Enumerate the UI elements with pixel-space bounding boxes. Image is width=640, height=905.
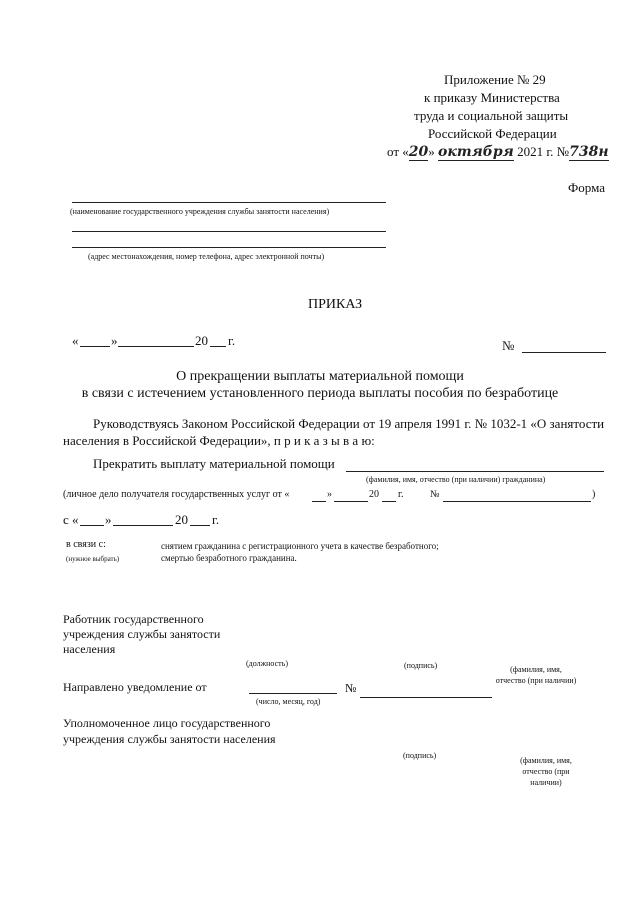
preamble-line-2: населения в Российской Федерации», п р и к а з ы в а ю: [63, 433, 375, 448]
address-caption: (адрес местонахождения, номер телефона, адрес электронной почты) [88, 252, 325, 261]
address-line-1 [72, 231, 386, 232]
reason-hint: (нужное выбрать) [66, 555, 120, 563]
from-prefix: с « [63, 512, 79, 527]
appendix-date-prefix: от « [387, 144, 409, 159]
notice-label: Направлено уведомление от [63, 680, 207, 694]
preamble-line-1: Руководствуясь Законом Российской Федерации от 19 апреля 1991 г. № 1032-1 «О занятости [93, 416, 605, 431]
authorized-label-line-2: учреждения службы занятости населения [63, 732, 276, 746]
case-close: ) [592, 489, 596, 500]
case-quote-close: » [327, 489, 332, 500]
authorized-name-caption-1: (фамилия, имя, [520, 756, 572, 765]
form-label: Форма [568, 180, 605, 195]
institution-caption: (наименование государственного учреждения службы занятости населения) [70, 207, 330, 216]
date-month-blank [118, 346, 194, 347]
case-number-sign: № [430, 489, 440, 500]
date-year-suffix: г. [228, 333, 236, 348]
notice-date-caption: (число, месяц, год) [256, 697, 321, 706]
institution-name-line [72, 202, 386, 203]
appendix-number: 738н [569, 144, 609, 160]
authorized-name-caption-2: отчество (при [522, 767, 570, 776]
appendix-year: 2021 г. № [517, 144, 570, 159]
address-line-2 [72, 247, 386, 248]
notice-date-blank [249, 693, 337, 694]
subject-line-1: О прекращении выплаты материальной помощи [176, 369, 464, 384]
case-year-blank [382, 501, 396, 502]
appendix-order-ref: к приказу Министерства [424, 90, 560, 105]
case-year: 20 [369, 489, 379, 500]
authorized-signature-caption: (подпись) [403, 751, 437, 760]
case-day-blank [312, 501, 326, 502]
appendix-date-line [387, 144, 609, 160]
from-year: 20 [175, 512, 188, 527]
date-year-blank [210, 346, 226, 347]
date-close-quote: » [111, 333, 118, 348]
reason-label: в связи с: [66, 539, 106, 550]
employee-label-line-3: населения [63, 642, 116, 656]
from-g: г. [212, 512, 220, 527]
employee-label-line-2: учреждения службы занятости [63, 627, 221, 641]
position-caption: (должность) [246, 659, 288, 668]
reason-option-death: смертью безработного гражданина. [161, 553, 297, 563]
authorized-label-line-1: Уполномоченное лицо государственного [63, 716, 271, 730]
document-title: ПРИКАЗ [308, 297, 363, 312]
from-year-blank [190, 525, 210, 526]
order-number-blank [522, 352, 606, 353]
employee-name-caption-1: (фамилия, имя, [510, 665, 562, 674]
fio-blank [346, 471, 604, 472]
employee-name-caption-2: отчество (при наличии) [495, 676, 577, 685]
case-month-blank [334, 501, 368, 502]
employee-label-line-1: Работник государственного [63, 612, 204, 626]
appendix-ministry: труда и социальной защиты [414, 108, 569, 123]
authorized-name-caption-3: наличии) [530, 778, 562, 787]
case-prefix: (личное дело получателя государственных услуг от « [63, 489, 290, 500]
case-number-blank [443, 501, 591, 502]
date-year-prefix: 20 [195, 333, 208, 348]
from-day-blank [80, 525, 104, 526]
reason-option-deregistration: снятием гражданина с регистрационного учета в качестве безработного; [161, 541, 439, 551]
appendix-month: октября [438, 144, 514, 160]
from-quote-close: » [105, 512, 112, 527]
appendix-country: Российской Федерации [428, 126, 557, 141]
fio-caption: (фамилия, имя, отчество (при наличии) гражданина) [366, 475, 546, 484]
appendix-quote-close: » [428, 144, 435, 159]
order-number-sign: № [502, 338, 515, 353]
date-day-blank [80, 346, 110, 347]
subject-line-2: в связи с истечением установленного периода выплаты пособия по безработице [81, 386, 559, 401]
appendix-title: Приложение № 29 [444, 72, 546, 87]
date-open-quote: « [72, 333, 79, 348]
notice-number-blank [360, 697, 492, 698]
case-g: г. [398, 489, 404, 500]
stop-payment-text: Прекратить выплату материальной помощи [93, 456, 335, 471]
signature-caption: (подпись) [404, 661, 438, 670]
appendix-day: 20 [408, 144, 429, 160]
notice-number-sign: № [345, 681, 357, 695]
from-month-blank [113, 525, 173, 526]
